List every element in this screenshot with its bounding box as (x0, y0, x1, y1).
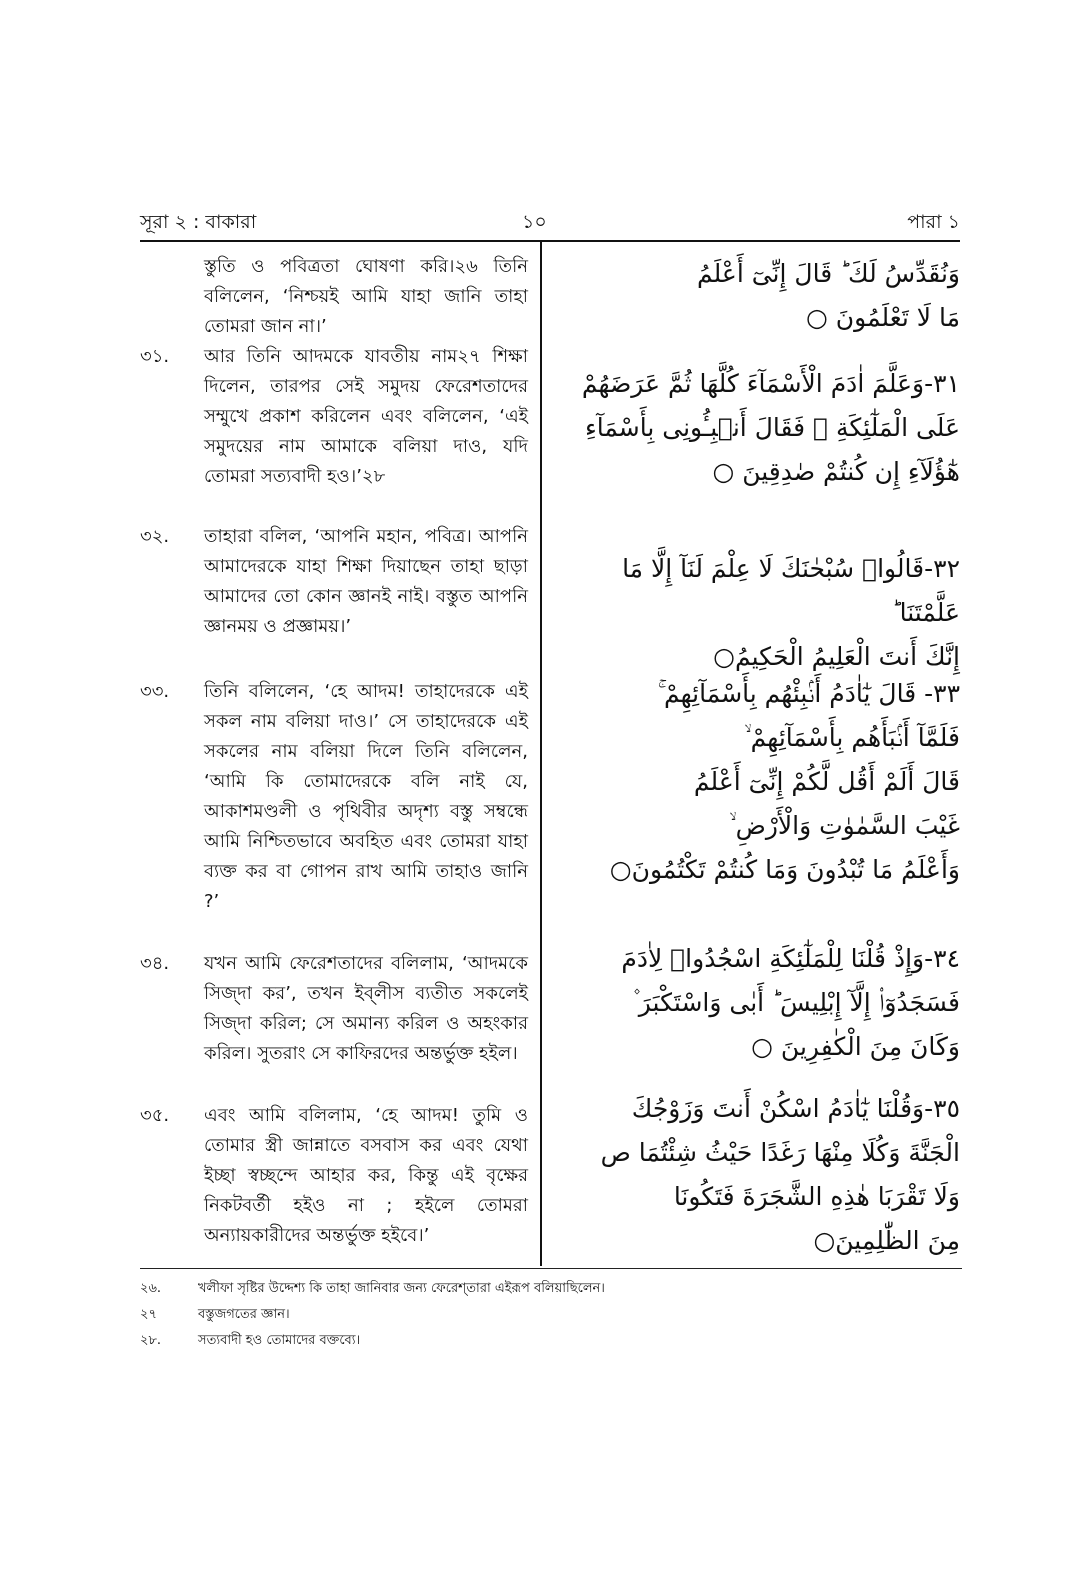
bengali-verse (140, 342, 528, 522)
bengali-verse (140, 522, 528, 677)
arabic-verse (560, 1087, 960, 1263)
bengali-verse (140, 1101, 528, 1251)
arabic-line: مَا لَا تَعْلَمُونَ ○ (806, 303, 960, 332)
verse-text: এবং আমি বলিলাম, ‘হে আদম! তুমি ও তোমার স্ত্রী জান্নাতে বসবাস কর এবং যেথা ইচ্ছা স্বচ্ছন্দে আহার কর, কিন্তু এই বৃক্ষের নিকটবর্তী হইও না ; হইলে তোমরা অন্যায়কারীদের অন্তর্ভুক্ত হইবে।’ (204, 1105, 528, 1246)
verse-number: ৩৪. (140, 953, 170, 974)
bengali-translation-column (140, 252, 528, 1251)
para-label: পারা ১ (907, 211, 960, 233)
verse-number: ৩২. (140, 526, 170, 547)
arabic-verse (560, 672, 960, 937)
arabic-verse (560, 252, 960, 362)
arabic-line: قَالَ أَلَمْ أَقُل لَّكُمْ إِنِّىٓ أَعْلَمُ (693, 767, 960, 796)
arabic-line: إِنَّكَ أَنتَ الْعَلِيمُ الْحَكِيمُ○ (713, 642, 960, 671)
arabic-line: وَكَانَ مِنَ الْكٰفِرِينَ ○ (751, 1032, 960, 1061)
arabic-text-column (560, 252, 960, 1263)
arabic-line: وَأَعْلَمُ مَا تُبْدُونَ وَمَا كُنتُمْ تَكْتُمُونَ○ (609, 855, 960, 884)
verse-text: স্তুতি ও পবিত্রতা ঘোষণা করি।২৬ তিনি বলিলেন, ‘নিশ্চয়ই আমি যাহা জানি তাহা তোমরা জান না।’ (204, 256, 528, 337)
arabic-line: فَلَمَّآ أَنۢبَأَهُم بِأَسْمَآئِهِمْ ۙ (744, 723, 960, 752)
verse-number: ৩৫. (140, 1105, 170, 1126)
arabic-line: ٣٣- قَالَ يٰٓاٰدَمُ أَنۢبِئْهُم بِأَسْمَآئِهِمْ ۚ (657, 679, 960, 708)
verse-text: যখন আমি ফেরেশতাদের বলিলাম, ‘আদমকে সিজ্‌দা কর’, তখন ইব্‌লীস ব্যতীত সকলেই সিজ্‌দা করিল; সে অমান্য করিল ও অহংকার করিল। সুতরাং সে কাফিরদের অন্তর্ভুক্ত হইল। (204, 953, 528, 1064)
arabic-verse (560, 547, 960, 672)
footnote-text: সত্যবাদী হও তোমাদের বক্তব্যে। (198, 1332, 361, 1348)
arabic-line: هٰٓؤُلَآءِ إِن كُنتُمْ صٰدِقِينَ ○ (712, 457, 960, 486)
header-rule (140, 240, 960, 242)
arabic-line: عَلَى الْمَلٰٓئِكَةِ ۙ فَقَالَ أَنۢبِـُٔونِى بِأَسْمَآءِ (584, 413, 960, 442)
arabic-line: الْجَنَّةَ وَكُلَا مِنْهَا رَغَدًا حَيْثُ شِئْتُمَا ص (600, 1138, 960, 1167)
arabic-line: مِنَ الظّٰلِمِينَ○ (813, 1226, 960, 1255)
footnotes (140, 1276, 960, 1354)
arabic-line: ٣٥-وَقُلْنَا يٰٓاٰدَمُ اسْكُنْ أَنتَ وَزَوْجُكَ (631, 1094, 960, 1123)
arabic-line: ٣٢-قَالُوا۟ سُبْحٰنَكَ لَا عِلْمَ لَنَآ إِلَّا مَا عَلَّمْتَنَا ؕ (622, 554, 960, 627)
footnote-text: খলীফা সৃষ্টির উদ্দেশ্য কি তাহা জানিবার জন্য ফেরেশ্‌তারা এইরূপ বলিয়াছিলেন। (198, 1280, 605, 1296)
footnote (140, 1328, 960, 1354)
arabic-verse (560, 362, 960, 547)
bengali-verse (140, 252, 528, 342)
footnote-number: ২৭ (140, 1306, 157, 1322)
verse-text: তাহারা বলিল, ‘আপনি মহান, পবিত্র। আপনি আমাদেরকে যাহা শিক্ষা দিয়াছেন তাহা ছাড়া আমাদের তো কোন জ্ঞানই নাই। বস্তুত আপনি জ্ঞানময় ও প্রজ্ঞাময়।’ (204, 526, 528, 637)
footnote (140, 1302, 960, 1328)
footnote-rule (140, 1268, 962, 1269)
arabic-line: ٣٤-وَإِذْ قُلْنَا لِلْمَلٰٓئِكَةِ اسْجُدُوا۟ لِاٰدَمَ (621, 944, 960, 973)
page-number: ১০ (522, 211, 547, 233)
arabic-line: وَنُقَدِّسُ لَكَ ؕ قَالَ إِنِّىٓ أَعْلَمُ (697, 259, 960, 288)
verse-number: ৩৩. (140, 681, 170, 702)
arabic-line: وَلَا تَقْرَبَا هٰذِهِ الشَّجَرَةَ فَتَكُونَا (673, 1182, 960, 1211)
bengali-verse (140, 677, 528, 949)
verse-number: ৩১. (140, 346, 170, 367)
column-divider (540, 241, 542, 1266)
arabic-line: غَيْبَ السَّمٰوٰتِ وَالْأَرْضِ ۙ (729, 811, 960, 840)
bengali-verse (140, 949, 528, 1101)
footnote-number: ২৬. (140, 1280, 162, 1296)
surah-title: সূরা ২ : বাকারা (140, 211, 257, 233)
page-header (140, 208, 960, 242)
footnote-text: বস্তুজগতের জ্ঞান। (198, 1306, 290, 1322)
footnote (140, 1276, 960, 1302)
verse-text: আর তিনি আদমকে যাবতীয় নাম২৭ শিক্ষা দিলেন, তারপর সেই সমুদয় ফেরেশতাদের সম্মুখে প্রকাশ করিলেন এবং বলিলেন, ‘এই সমুদয়ের নাম আমাকে বলিয়া দাও, যদি তোমরা সত্যবাদী হও।’২৮ (204, 346, 528, 487)
arabic-line: ٣١-وَعَلَّمَ اٰدَمَ الْأَسْمَآءَ كُلَّهَا ثُمَّ عَرَضَهُمْ (581, 369, 960, 398)
verse-text: তিনি বলিলেন, ‘হে আদম! তাহাদেরকে এই সকল নাম বলিয়া দাও।’ সে তাহাদেরকে এই সকলের নাম বলিয়া দিলে তিনি বলিলেন, ‘আমি কি তোমাদেরকে বলি নাই যে, আকাশমণ্ডলী ও পৃথিবীর অদৃশ্য বস্তু সম্বন্ধে আমি নিশ্চিতভাবে অবহিত এবং তোমরা যাহা ব্যক্ত কর বা গোপন রাখ আমি তাহাও জানি ?’ (204, 681, 528, 912)
arabic-verse (560, 937, 960, 1087)
footnote-number: ২৮. (140, 1332, 162, 1348)
arabic-line: فَسَجَدُوٓا۟ إِلَّآ إِبْلِيسَ ؕ أَبٰى وَاسْتَكْبَرَ ۫ (632, 988, 960, 1017)
